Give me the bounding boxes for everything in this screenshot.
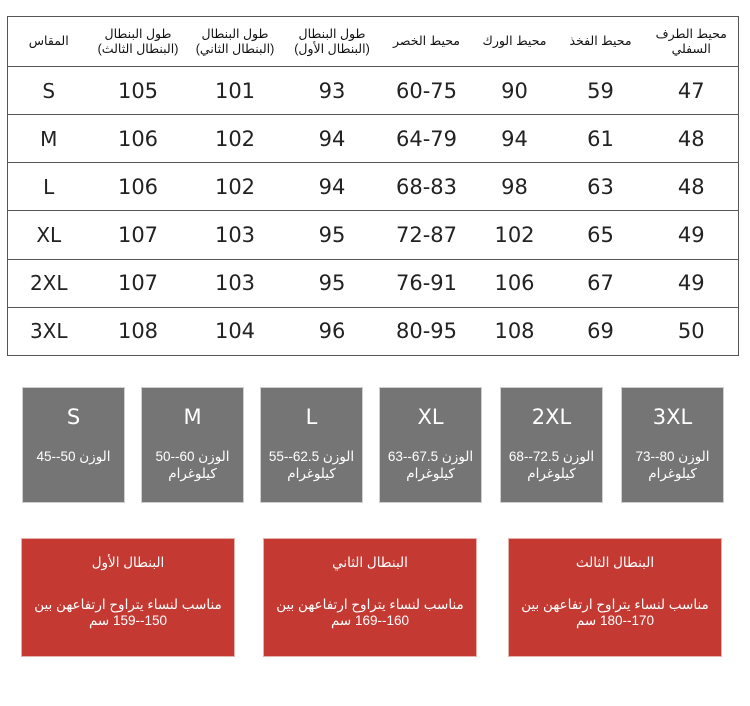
height-box-description: مناسب لنساء يتراوح ارتفاعهن بين 170--180 سم xyxy=(521,597,709,628)
cell-pants-length-1: 95 xyxy=(284,211,381,259)
cell-waist: 76-91 xyxy=(381,259,473,307)
cell-hip: 108 xyxy=(473,307,557,355)
cell-size: 2XL xyxy=(8,259,90,307)
height-box-title: البنطال الثاني xyxy=(332,555,408,570)
cell-thigh: 59 xyxy=(557,67,645,115)
cell-hem: 49 xyxy=(645,211,739,259)
size-box-weight: الوزن 80--73 كيلوغرام xyxy=(635,449,710,481)
cell-pants-length-2: 102 xyxy=(187,115,284,163)
size-box-weight: الوزن 60--50 كيلوغرام xyxy=(155,449,230,481)
cell-size: XL xyxy=(8,211,90,259)
size-box-label: S xyxy=(66,405,81,429)
cell-pants-length-1: 94 xyxy=(284,163,381,211)
cell-hem: 47 xyxy=(645,67,739,115)
cell-hip: 94 xyxy=(473,115,557,163)
cell-hem: 49 xyxy=(645,259,739,307)
cell-pants-length-2: 101 xyxy=(187,67,284,115)
size-box-weight: الوزن 62.5--55 كيلوغرام xyxy=(268,449,355,481)
height-box-title: البنطال الأول xyxy=(91,555,165,570)
size-box-2xl xyxy=(500,387,603,503)
header-waist: محيط الخصر xyxy=(381,17,473,67)
cell-pants-length-3: 106 xyxy=(90,163,187,211)
size-box-s xyxy=(22,387,125,503)
height-box-title: البنطال الثالث xyxy=(575,555,655,570)
cell-thigh: 61 xyxy=(557,115,645,163)
header-thigh: محيط الفخذ xyxy=(557,17,645,67)
table-row xyxy=(8,163,739,211)
size-box-m xyxy=(141,387,244,503)
cell-thigh: 63 xyxy=(557,163,645,211)
cell-pants-length-1: 96 xyxy=(284,307,381,355)
table-row xyxy=(8,259,739,307)
cell-thigh: 67 xyxy=(557,259,645,307)
size-box-xl xyxy=(379,387,482,503)
cell-hem: 48 xyxy=(645,163,739,211)
cell-hip: 90 xyxy=(473,67,557,115)
table-header-row xyxy=(8,17,739,67)
size-box-l xyxy=(260,387,363,503)
cell-pants-length-3: 107 xyxy=(90,211,187,259)
header-pants-length-2: طول البنطال (البنطال الثاني) xyxy=(187,17,284,67)
size-box-label: L xyxy=(305,405,318,429)
cell-pants-length-2: 103 xyxy=(187,259,284,307)
cell-size: L xyxy=(8,163,90,211)
cell-hip: 102 xyxy=(473,211,557,259)
header-pants-length-3: طول البنطال (البنطال الثالث) xyxy=(90,17,187,67)
size-box-label: 3XL xyxy=(652,405,693,429)
cell-thigh: 69 xyxy=(557,307,645,355)
size-box-label: 2XL xyxy=(531,405,572,429)
cell-pants-length-2: 104 xyxy=(187,307,284,355)
cell-pants-length-1: 94 xyxy=(284,115,381,163)
table-row xyxy=(8,115,739,163)
cell-waist: 64-79 xyxy=(381,115,473,163)
cell-pants-length-3: 107 xyxy=(90,259,187,307)
cell-hem: 50 xyxy=(645,307,739,355)
cell-pants-length-1: 93 xyxy=(284,67,381,115)
size-box-weight: الوزن 72.5--68 كيلوغرام xyxy=(508,449,595,481)
cell-pants-length-2: 103 xyxy=(187,211,284,259)
height-box-pants-1 xyxy=(21,538,235,657)
cell-pants-length-3: 106 xyxy=(90,115,187,163)
cell-pants-length-1: 95 xyxy=(284,259,381,307)
cell-waist: 80-95 xyxy=(381,307,473,355)
header-hem: محيط الطرف السفلي xyxy=(645,17,739,67)
cell-hem: 48 xyxy=(645,115,739,163)
size-chart-table xyxy=(7,16,739,356)
cell-waist: 72-87 xyxy=(381,211,473,259)
size-box-label: M xyxy=(183,405,202,429)
height-box-pants-2 xyxy=(263,538,477,657)
header-size: المقاس xyxy=(8,17,90,67)
cell-hip: 98 xyxy=(473,163,557,211)
cell-hip: 106 xyxy=(473,259,557,307)
header-hip: محيط الورك xyxy=(473,17,557,67)
cell-size: M xyxy=(8,115,90,163)
cell-pants-length-2: 102 xyxy=(187,163,284,211)
cell-size: S xyxy=(8,67,90,115)
height-box-description: مناسب لنساء يتراوح ارتفاعهن بين 150--159 سم xyxy=(34,597,222,628)
table-row xyxy=(8,307,739,355)
height-box-description: مناسب لنساء يتراوح ارتفاعهن بين 160--169 سم xyxy=(276,597,464,628)
header-pants-length-1: طول البنطال (البنطال الأول) xyxy=(284,17,381,67)
size-box-weight: الوزن 67.5--63 كيلوغرام xyxy=(387,449,474,481)
size-box-3xl xyxy=(621,387,724,503)
size-box-label: XL xyxy=(417,405,444,429)
cell-pants-length-3: 108 xyxy=(90,307,187,355)
height-box-pants-3 xyxy=(508,538,722,657)
table-row xyxy=(8,67,739,115)
size-box-weight: الوزن 50--45 xyxy=(36,449,111,464)
cell-thigh: 65 xyxy=(557,211,645,259)
cell-waist: 68-83 xyxy=(381,163,473,211)
table-row xyxy=(8,211,739,259)
cell-waist: 60-75 xyxy=(381,67,473,115)
cell-size: 3XL xyxy=(8,307,90,355)
cell-pants-length-3: 105 xyxy=(90,67,187,115)
